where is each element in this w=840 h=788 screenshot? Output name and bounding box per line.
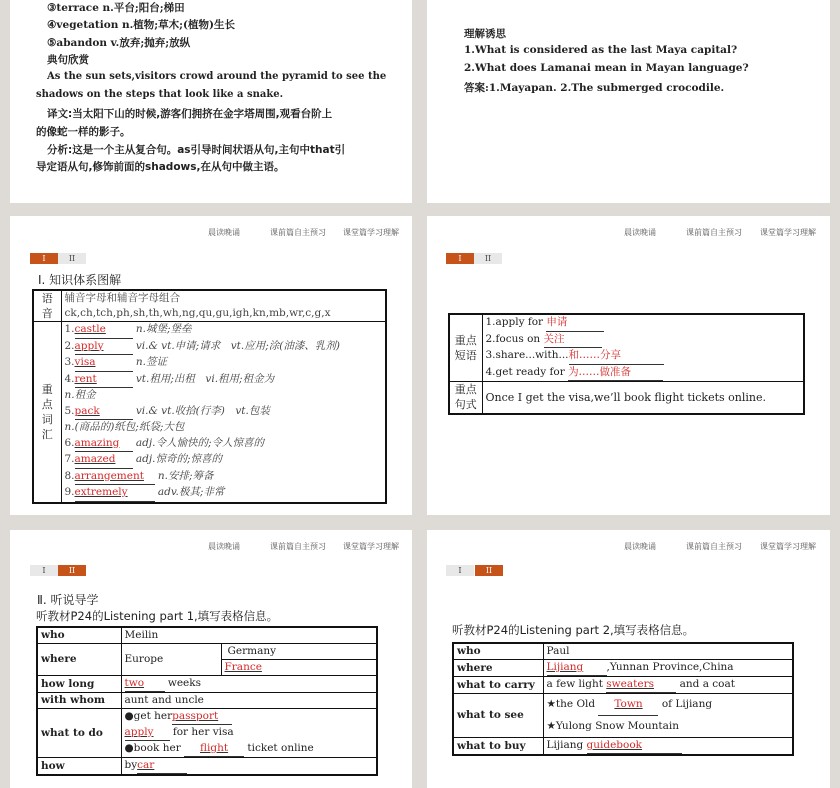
- answer: 为……做准备: [568, 365, 663, 382]
- listening-table-2: [452, 642, 794, 756]
- vocab-item: [65, 452, 383, 469]
- text-line: 导定语从句,修饰前面的shadows,在从句中做主语。: [36, 161, 285, 173]
- answer: car: [137, 758, 187, 774]
- vocab-table: [32, 289, 387, 504]
- nav-preview[interactable]: 课前篇自主预习: [686, 542, 742, 551]
- phonics-list: ck,ch,tch,ph,sh,th,wh,ng,qu,gu,igh,kn,mb,wr,c,g,x: [64, 307, 331, 319]
- text: ★the Old: [546, 698, 599, 710]
- vocab-item: [65, 388, 383, 404]
- tab-2[interactable]: II: [58, 253, 86, 264]
- vocab-item: [65, 339, 383, 356]
- tab-1[interactable]: I: [446, 253, 474, 264]
- answer: sweaters: [606, 677, 676, 693]
- instruction: 听教材P24的Listening part 1,填写表格信息。: [36, 609, 279, 623]
- text: ★Yulong Snow Mountain: [546, 720, 679, 732]
- phrase-item: [486, 365, 801, 382]
- tab-1[interactable]: I: [30, 565, 58, 576]
- row-label: who: [453, 643, 543, 660]
- answer: Town: [598, 694, 658, 716]
- answer: apply: [75, 339, 133, 356]
- text-line: ⑤abandon v.放弃;抛弃;放纵: [47, 37, 191, 49]
- text-line: As the sun sets,visitors crowd around the pyramid to see the: [47, 71, 387, 82]
- item-number: 3.: [64, 356, 75, 368]
- text: a few light: [546, 678, 607, 690]
- nav-morning-reading[interactable]: 晨读晚诵: [624, 228, 656, 237]
- definition: adv.极其;非常: [157, 486, 225, 498]
- answer: visa: [75, 355, 133, 372]
- phrase-item: [486, 332, 801, 349]
- text: of Lijiang: [658, 698, 713, 710]
- vocab-item: [65, 469, 383, 486]
- text: Lijiang: [546, 739, 587, 751]
- text-line: ④vegetation n.植物;草木;(植物)生长: [47, 19, 235, 31]
- definition: n.(商品的)纸包;纸袋;大包: [64, 421, 185, 433]
- row-label: 语音: [33, 290, 61, 322]
- row-label: 重点短语: [449, 314, 482, 382]
- vocab-item: [65, 404, 383, 421]
- text-line: ③terrace n.平台;阳台;梯田: [47, 2, 185, 14]
- slide-3: [10, 216, 412, 515]
- text: by: [124, 759, 138, 771]
- vocab-item: [65, 420, 383, 436]
- text: ticket online: [244, 742, 314, 754]
- answer: arrangement: [75, 469, 155, 486]
- phrase-table: [448, 313, 805, 415]
- tab-1[interactable]: I: [30, 253, 58, 264]
- phrase-item: [486, 315, 801, 332]
- item-number: 9.: [64, 486, 75, 498]
- phrase-item: [486, 348, 801, 365]
- item-number: 8.: [64, 469, 75, 482]
- text-line: shadows on the steps that look like a snake.: [36, 89, 284, 100]
- nav-morning-reading[interactable]: 晨读晚诵: [208, 542, 240, 551]
- text: weeks: [164, 677, 202, 689]
- text-line: 典句欣赏: [47, 54, 89, 66]
- key-sentence: Once I get the visa,we’ll book flight tickets online.: [482, 382, 804, 414]
- definition: n.城堡;堡垒: [135, 323, 192, 335]
- nav-preview[interactable]: 课前篇自主预习: [686, 228, 742, 237]
- slide-4: [427, 216, 830, 515]
- definition: vt.租用;出租 vi.租用;租金为: [135, 372, 275, 385]
- answer: castle: [75, 322, 133, 339]
- item-number: 1.: [64, 323, 75, 335]
- row-label: where: [37, 644, 121, 676]
- instruction: 听教材P24的Listening part 2,填写表格信息。: [452, 623, 695, 637]
- cell-value: Meilin: [121, 627, 377, 644]
- definition: n.签证: [135, 356, 167, 368]
- item-number: 7.: [64, 453, 75, 465]
- nav-learning[interactable]: 课堂篇学习理解: [760, 228, 816, 237]
- phrase: 2.focus on: [485, 332, 544, 345]
- nav-preview[interactable]: 课前篇自主预习: [270, 542, 326, 551]
- text: ●get her: [124, 710, 173, 722]
- row-label: how: [37, 758, 121, 776]
- answer: France: [224, 661, 262, 673]
- definition: n.安排;筹备: [157, 469, 214, 482]
- row-label: what to buy: [453, 738, 543, 756]
- answer: two: [125, 676, 165, 692]
- answer: amazing: [75, 436, 133, 453]
- vocab-item: [65, 322, 383, 339]
- row-label: with whom: [37, 693, 121, 709]
- nav-preview[interactable]: 课前篇自主预习: [270, 228, 326, 237]
- slide-2: [427, 0, 830, 203]
- text: and a coat: [676, 678, 735, 690]
- question-1: 1.What is considered as the last Maya capital?: [464, 44, 738, 56]
- slide-6: [427, 530, 830, 788]
- text-line: 译文:当太阳下山的时候,游客们拥挤在金字塔周围,观看台阶上: [47, 108, 333, 120]
- vocab-item: [65, 355, 383, 372]
- row-label: who: [37, 627, 121, 644]
- text: ,Yunnan Province,China: [606, 661, 734, 673]
- tab-2[interactable]: II: [474, 253, 502, 264]
- tab-2[interactable]: II: [475, 565, 503, 576]
- tab-2[interactable]: II: [58, 565, 86, 576]
- row-label: what to see: [453, 694, 543, 738]
- section-title: 理解诱思: [464, 28, 506, 40]
- nav-learning[interactable]: 课堂篇学习理解: [760, 542, 816, 551]
- answer: 关注: [544, 332, 602, 349]
- cell-value: Germany: [221, 644, 377, 660]
- answer: 答案:1.Mayapan. 2.The submerged crocodile.: [464, 82, 725, 94]
- row-label: what to carry: [453, 677, 543, 694]
- text: ●book her: [124, 742, 185, 754]
- answer: passport: [172, 709, 232, 725]
- item-number: 6.: [64, 436, 75, 449]
- listening-table-1: [36, 626, 378, 776]
- section-heading: Ⅰ. 知识体系图解: [38, 273, 122, 287]
- cell-value: Europe: [121, 644, 221, 676]
- cell-value: Paul: [543, 643, 793, 660]
- row-label: where: [453, 660, 543, 677]
- question-2: 2.What does Lamanai mean in Mayan language?: [464, 62, 749, 74]
- row-label: what to do: [37, 709, 121, 758]
- phrase: 4.get ready for: [485, 365, 569, 378]
- vocab-item: [65, 485, 383, 502]
- phrase: 3.share...with...: [485, 349, 569, 361]
- answer: flight: [184, 741, 244, 757]
- phrase: 1.apply for: [485, 316, 547, 328]
- nav-learning[interactable]: 课堂篇学习理解: [343, 228, 399, 237]
- vocab-item: [65, 436, 383, 453]
- definition: adj.惊奇的;惊喜的: [135, 453, 222, 465]
- answer: Lijiang: [547, 660, 607, 676]
- answer: guidebook: [587, 738, 682, 754]
- nav-learning[interactable]: 课堂篇学习理解: [343, 542, 399, 551]
- item-number: 2.: [64, 339, 75, 352]
- text-line: 分析:这是一个主从复合句。as引导时间状语从句,主句中that引: [47, 144, 346, 156]
- cell-value: aunt and uncle: [121, 693, 377, 709]
- tab-1[interactable]: I: [446, 565, 474, 576]
- definition: n.租金: [64, 389, 96, 401]
- item-number: 5.: [64, 404, 75, 417]
- definition: adj.令人愉快的;令人惊喜的: [135, 436, 264, 449]
- vocab-item: [65, 372, 383, 389]
- text: for her visa: [169, 726, 234, 738]
- answer: apply: [125, 725, 170, 741]
- section-heading: Ⅱ. 听说导学: [37, 593, 99, 607]
- phonics-title: 辅音字母和辅音字母组合: [64, 292, 180, 304]
- answer: 申请: [546, 315, 604, 332]
- answer: extremely: [75, 485, 155, 502]
- row-label: 重点词汇: [33, 322, 61, 503]
- slide-1: [10, 0, 412, 203]
- item-number: 4.: [64, 372, 75, 385]
- row-label: 重点句式: [449, 382, 482, 414]
- answer: rent: [75, 372, 133, 389]
- row-label: how long: [37, 676, 121, 693]
- answer: amazed: [75, 452, 133, 469]
- answer: 和……分享: [569, 348, 664, 365]
- definition: vi.& vt.收拾(行李) vt.包装: [135, 404, 270, 417]
- answer: pack: [75, 404, 133, 421]
- text-line: 的像蛇一样的影子。: [36, 126, 131, 138]
- slide-5: [10, 530, 412, 788]
- nav-morning-reading[interactable]: 晨读晚诵: [208, 228, 240, 237]
- definition: vi.& vt.申请;请求 vt.应用;涂(油漆、乳剂): [135, 339, 340, 352]
- nav-morning-reading[interactable]: 晨读晚诵: [624, 542, 656, 551]
